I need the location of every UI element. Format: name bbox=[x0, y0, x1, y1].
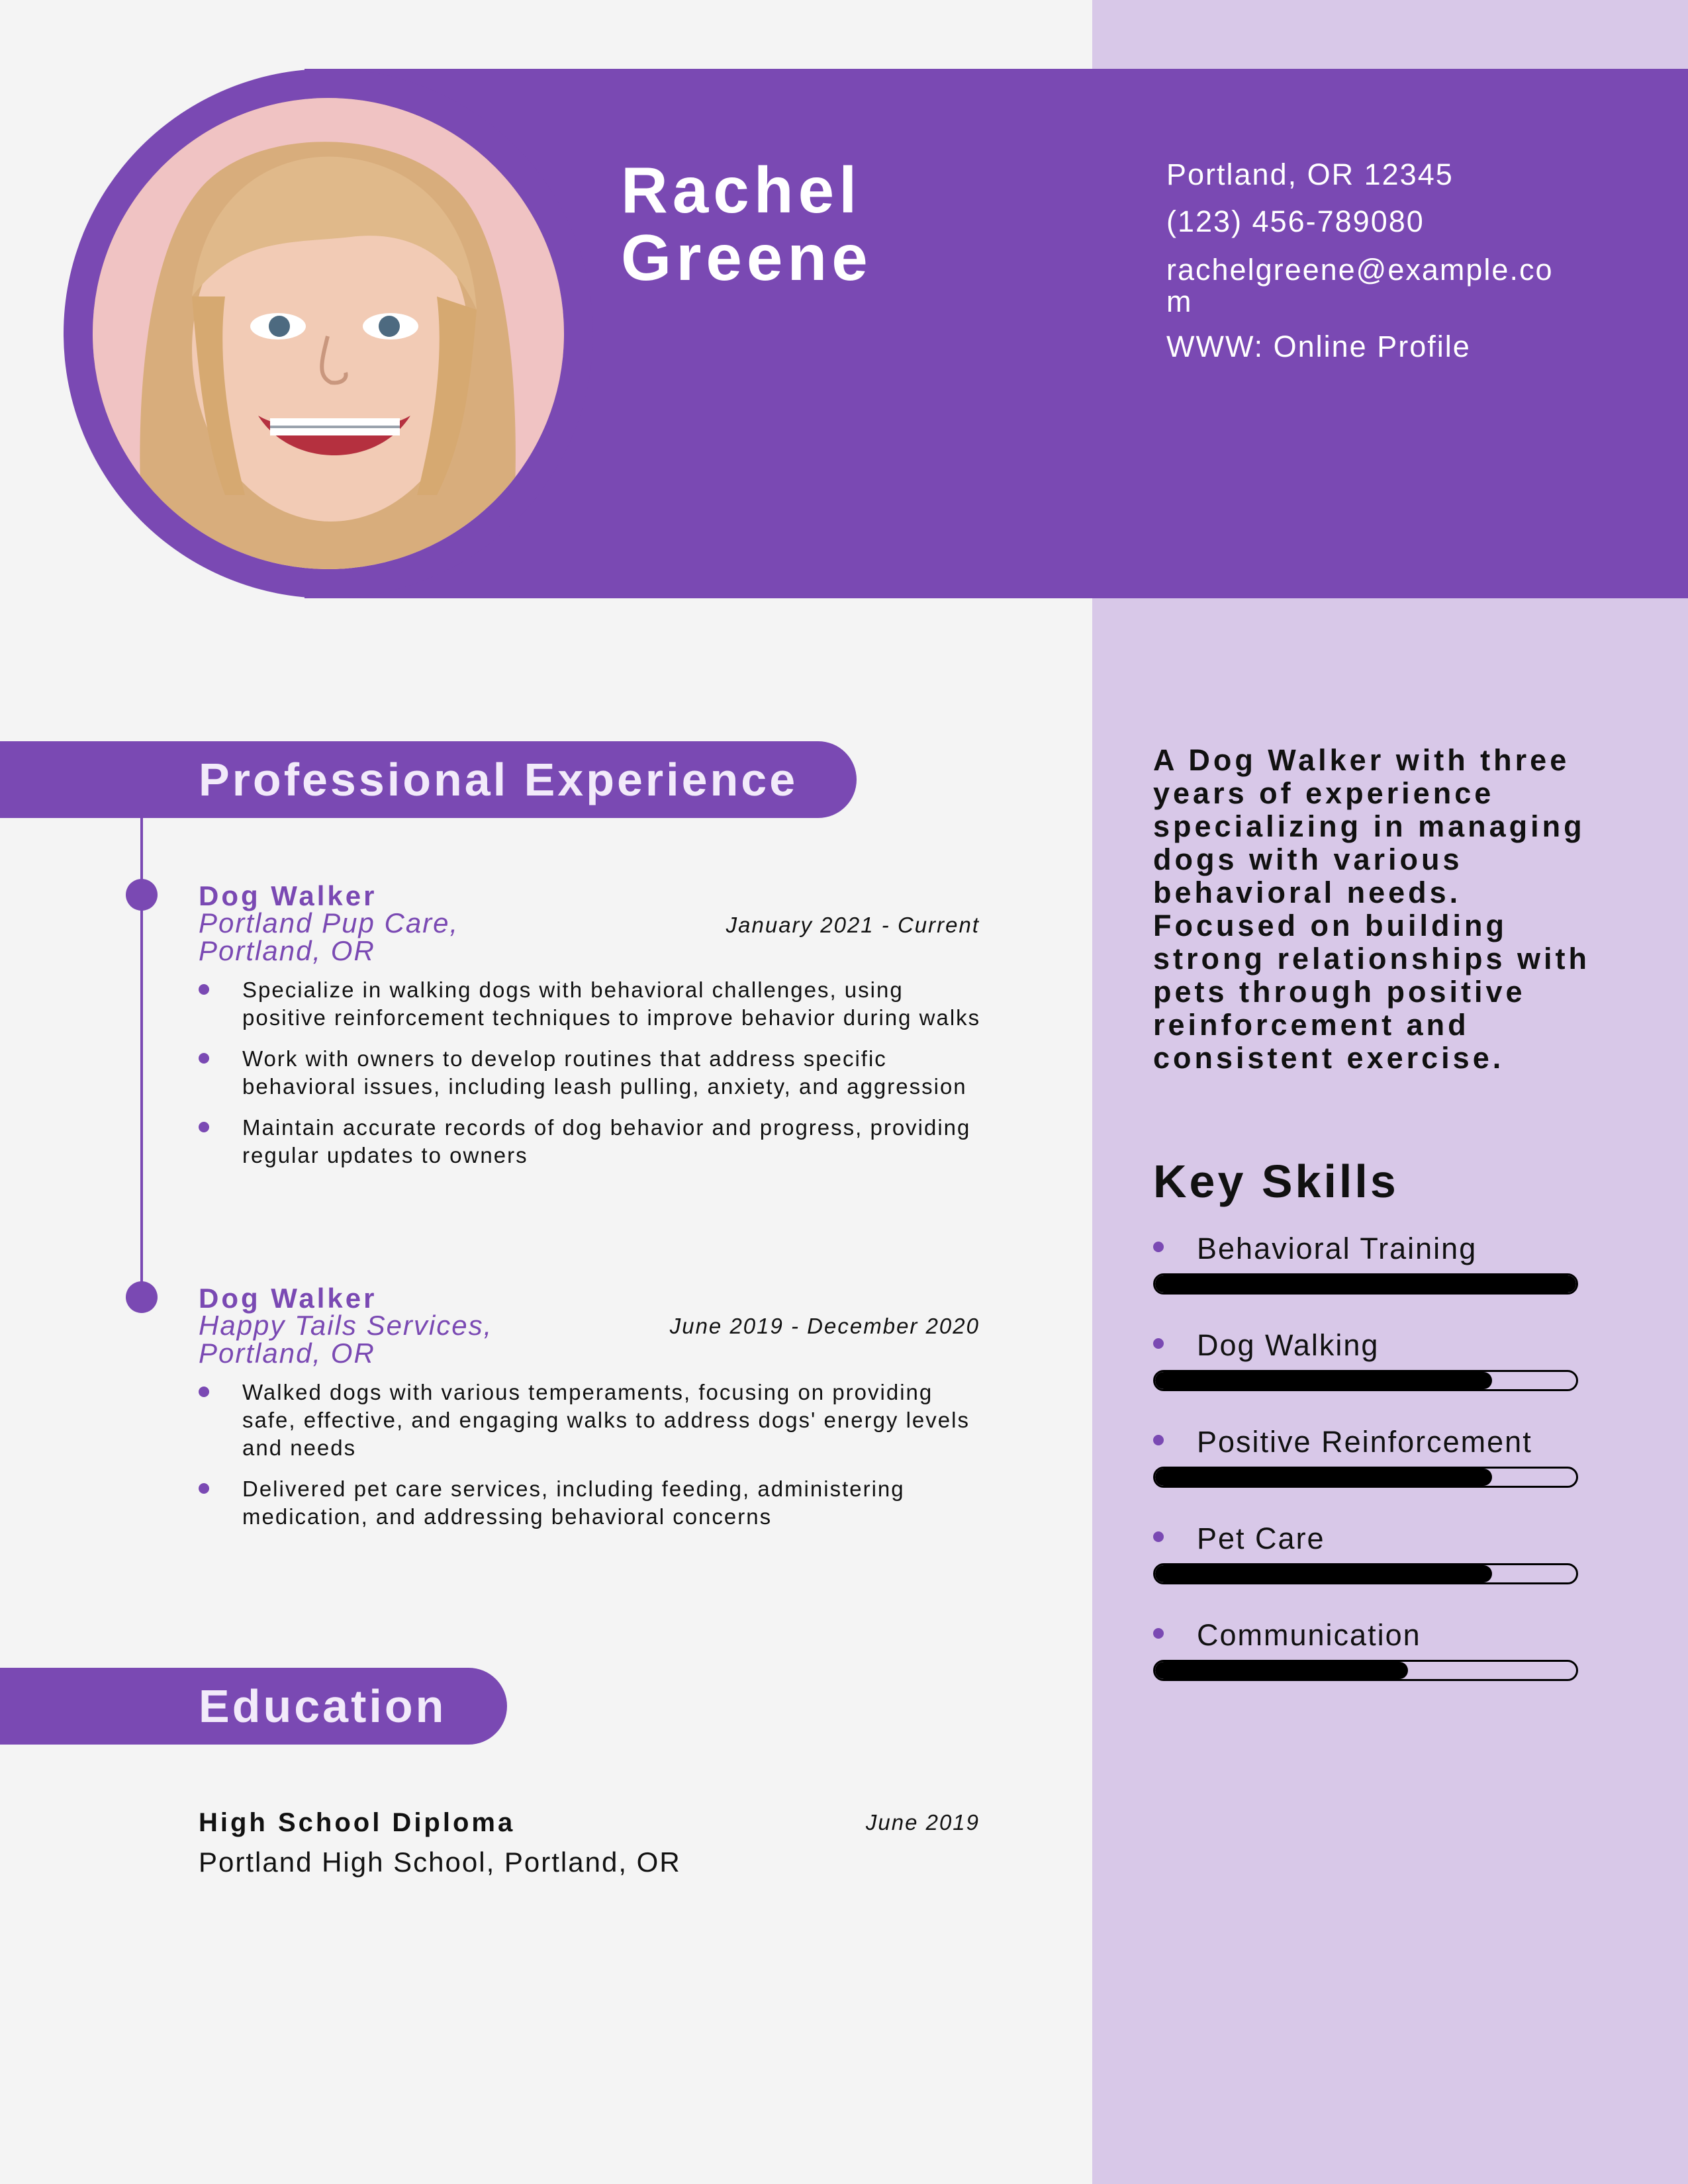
skill-bar bbox=[1153, 1563, 1578, 1584]
last-name: Greene bbox=[621, 221, 872, 294]
job-company-name: Portland Pup Care, bbox=[199, 907, 459, 938]
timeline-dot bbox=[126, 879, 158, 911]
list-item: Work with owners to develop routines that address specific behavioral issues, including leash pulling, anxiety, and aggression bbox=[199, 1045, 993, 1101]
job-company bbox=[199, 909, 596, 965]
job-company-name: Happy Tails Services, bbox=[199, 1310, 493, 1341]
contact-phone: (123) 456-789080 bbox=[1166, 205, 1425, 238]
skill-bar-fill bbox=[1155, 1469, 1492, 1486]
skill-item bbox=[1153, 1619, 1577, 1681]
job-dates: January 2021 - Current bbox=[726, 913, 980, 937]
skill-bar-fill bbox=[1155, 1662, 1408, 1679]
skill-label: Positive Reinforcement bbox=[1153, 1426, 1577, 1459]
list-item: Delivered pet care services, including feeding, administering medication, and addressing behavioral concerns bbox=[199, 1475, 993, 1531]
education-school: Portland High School, Portland, OR bbox=[199, 1846, 681, 1878]
skill-bar bbox=[1153, 1273, 1578, 1295]
skill-item bbox=[1153, 1329, 1577, 1391]
job-title: Dog Walker bbox=[199, 880, 377, 911]
skill-bar-fill bbox=[1155, 1565, 1492, 1582]
skill-bar bbox=[1153, 1467, 1578, 1488]
skill-label: Communication bbox=[1153, 1619, 1577, 1652]
skill-bar-fill bbox=[1155, 1275, 1576, 1293]
skill-bar-fill bbox=[1155, 1372, 1492, 1389]
list-item: Walked dogs with various temperaments, focusing on providing safe, effective, and engaging walks to address dogs' energy levels and needs bbox=[199, 1379, 993, 1462]
list-item: Maintain accurate records of dog behavior and progress, providing regular updates to owners bbox=[199, 1114, 993, 1169]
education-degree: High School Diploma bbox=[199, 1808, 516, 1837]
list-item: Specialize in walking dogs with behavioral challenges, using positive reinforcement techniques to improve behavior during walks bbox=[199, 976, 993, 1032]
skill-label: Dog Walking bbox=[1153, 1329, 1577, 1362]
timeline-dot bbox=[126, 1281, 158, 1313]
professional-summary: A Dog Walker with three years of experience specializing in managing dogs with various behavioral needs. Focused on building strong relationships with pets through positive reinforcement and consistent exercise. bbox=[1153, 743, 1591, 1075]
education-heading bbox=[0, 1668, 507, 1745]
experience-heading bbox=[0, 741, 857, 818]
job-company bbox=[199, 1312, 596, 1367]
contact-email[interactable]: rachelgreene@example.com bbox=[1166, 253, 1554, 318]
first-name: Rachel bbox=[621, 154, 862, 226]
contact-website[interactable]: WWW: Online Profile bbox=[1166, 330, 1471, 363]
education-heading-label: Education bbox=[199, 1680, 447, 1732]
skill-item bbox=[1153, 1426, 1577, 1488]
job-bullets bbox=[199, 976, 993, 1183]
job-location: Portland, OR bbox=[199, 1338, 375, 1369]
skills-heading: Key Skills bbox=[1153, 1156, 1399, 1207]
job-dates: June 2019 - December 2020 bbox=[669, 1314, 980, 1338]
experience-heading-label: Professional Experience bbox=[199, 754, 798, 805]
skill-item bbox=[1153, 1522, 1577, 1584]
education-date: June 2019 bbox=[865, 1810, 980, 1835]
skill-bar bbox=[1153, 1370, 1578, 1391]
profile-photo bbox=[93, 98, 564, 569]
job-location: Portland, OR bbox=[199, 935, 375, 966]
skill-bar bbox=[1153, 1660, 1578, 1681]
contact-address: Portland, OR 12345 bbox=[1166, 158, 1454, 191]
skill-label: Behavioral Training bbox=[1153, 1232, 1577, 1265]
job-title: Dog Walker bbox=[199, 1283, 377, 1314]
skill-label: Pet Care bbox=[1153, 1522, 1577, 1555]
portrait-illustration bbox=[93, 98, 564, 569]
skill-item bbox=[1153, 1232, 1577, 1295]
candidate-name bbox=[621, 154, 872, 294]
job-bullets bbox=[199, 1379, 993, 1544]
